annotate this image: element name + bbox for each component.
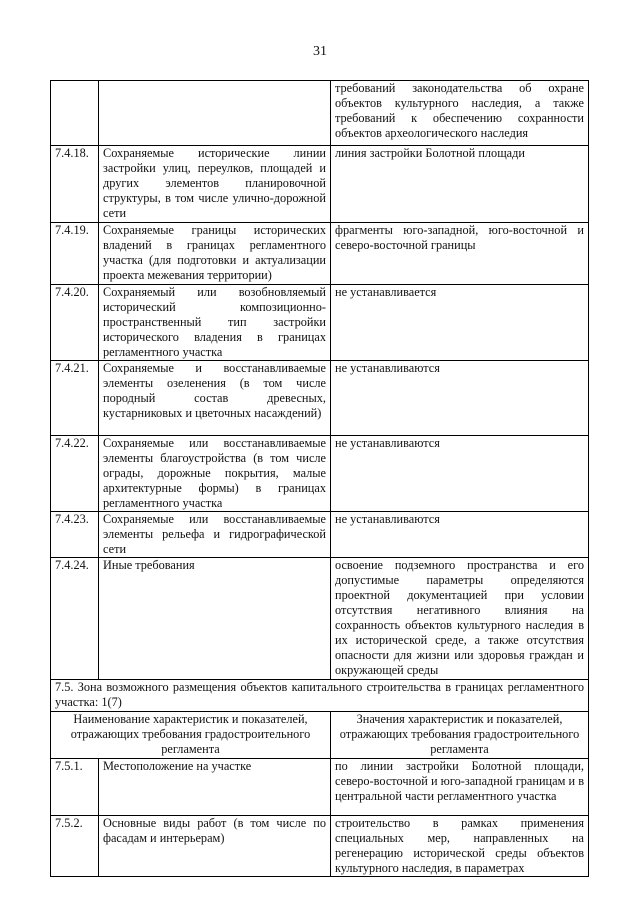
row-value: по линии застройки Болотной площади, северо-восточной и юго-западной границам и в центральной части регламентного участка xyxy=(331,759,589,816)
row-name: Иные требования xyxy=(99,558,331,680)
row-value: не устанавливаются xyxy=(331,512,589,558)
table-row xyxy=(51,512,589,558)
table-row xyxy=(51,816,589,877)
table-row xyxy=(51,436,589,512)
row-name: Основные виды работ (в том числе по фасадам и интерьерам) xyxy=(99,816,331,877)
zone-heading-row xyxy=(51,680,589,712)
row-name: Сохраняемые или восстанавливаемые элементы благоустройства (в том числе ограды, дорожные покрытия, малые архитектурные формы) в границах регламентного участка xyxy=(99,436,331,512)
row-number: 7.4.23. xyxy=(51,512,99,558)
column-header-name: Наименование характеристик и показателей, отражающих требования градостроительного регламента xyxy=(51,712,331,759)
row-value: фрагменты юго-западной, юго-восточной и северо-восточной границы xyxy=(331,223,589,285)
row-name xyxy=(99,81,331,146)
row-number: 7.4.20. xyxy=(51,285,99,361)
column-header-row xyxy=(51,712,589,759)
table-row xyxy=(51,558,589,680)
row-number: 7.5.2. xyxy=(51,816,99,877)
column-header-value: Значения характеристик и показателей, отражающих требования градостроительного регламента xyxy=(331,712,589,759)
page-number: 31 xyxy=(313,44,327,59)
row-value: не устанавливаются xyxy=(331,361,589,436)
row-name: Сохраняемый или возобновляемый исторический композиционно-пространственный тип застройки исторического владения в границах регламентного участка xyxy=(99,285,331,361)
table-row xyxy=(51,361,589,436)
row-name: Сохраняемые границы исторических владений в границах регламентного участка (для подготовки и актуализации проекта межевания территории) xyxy=(99,223,331,285)
row-number: 7.4.24. xyxy=(51,558,99,680)
row-value: строительство в рамках применения специальных мер, направленных на регенерацию исторической среды объектов культурного наследия, в параметрах xyxy=(331,816,589,877)
row-number xyxy=(51,81,99,146)
regulation-table xyxy=(50,80,589,877)
row-value: не устанавливаются xyxy=(331,436,589,512)
table-row xyxy=(51,146,589,223)
row-value: не устанавливается xyxy=(331,285,589,361)
row-number: 7.4.21. xyxy=(51,361,99,436)
table-row xyxy=(51,759,589,816)
row-value: требований законодательства об охране объектов культурного наследия, а также требований к обеспечению сохранности объектов археологического наследия xyxy=(331,81,589,146)
row-value: линия застройки Болотной площади xyxy=(331,146,589,223)
row-number: 7.4.22. xyxy=(51,436,99,512)
row-name: Местоположение на участке xyxy=(99,759,331,816)
row-name: Сохраняемые исторические линии застройки улиц, переулков, площадей и других элементов планировочной структуры, в том числе улично-дорожной сети xyxy=(99,146,331,223)
row-number: 7.5.1. xyxy=(51,759,99,816)
zone-heading: 7.5. Зона возможного размещения объектов капитального строительства в границах регламентного участка: 1(7) xyxy=(51,680,589,712)
row-number: 7.4.19. xyxy=(51,223,99,285)
table-row xyxy=(51,223,589,285)
table-row xyxy=(51,81,589,146)
row-name: Сохраняемые и восстанавливаемые элементы озеленения (в том числе породный состав древесных, кустарниковых и цветочных насаждений) xyxy=(99,361,331,436)
row-value: освоение подземного пространства и его допустимые параметры определяются проектной документацией при условии отсутствия негативного влияния на сохранность объектов культурного наследия в их исторической среде, а также отсутствия опасности для жизни или здоровья граждан и окружающей среды xyxy=(331,558,589,680)
row-name: Сохраняемые или восстанавливаемые элементы рельефа и гидрографической сети xyxy=(99,512,331,558)
row-number: 7.4.18. xyxy=(51,146,99,223)
table-row xyxy=(51,285,589,361)
